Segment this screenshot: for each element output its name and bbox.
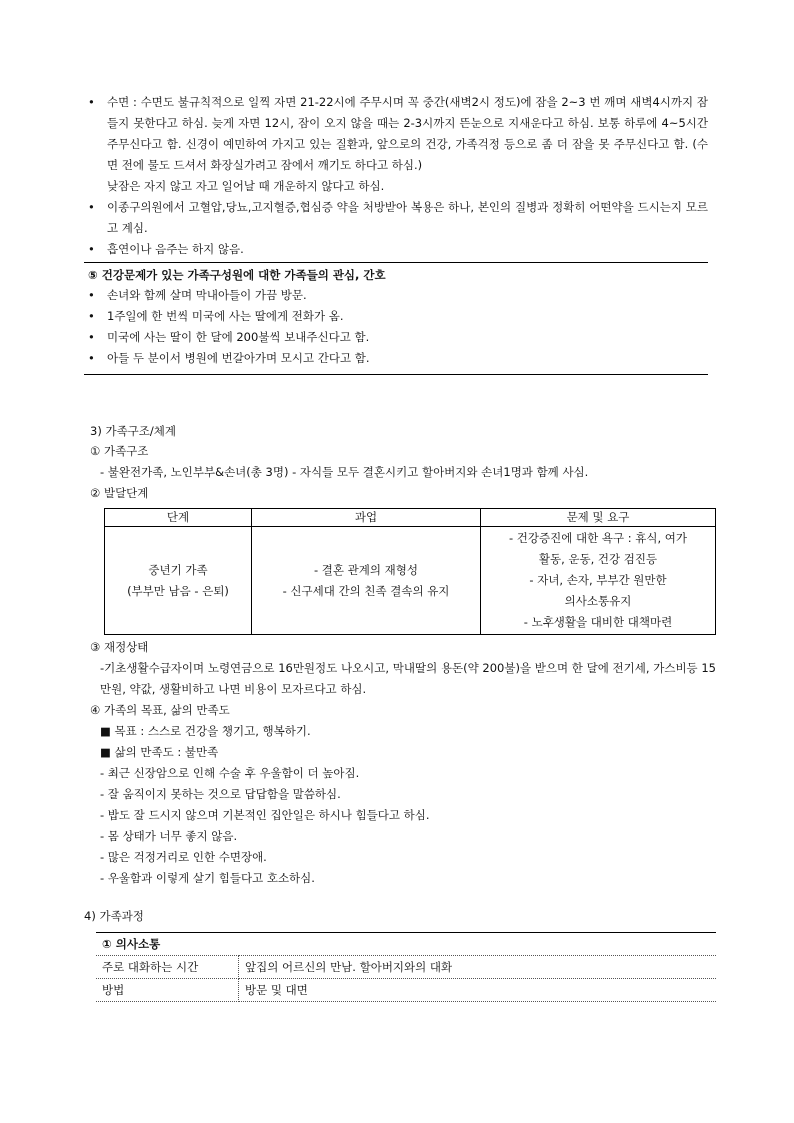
sleep-list — [84, 92, 708, 176]
communication-table — [96, 932, 716, 1002]
satisfaction-item: - 밥도 잘 드시지 않으며 기본적인 집안일은 하시나 힘들다고 하심. — [100, 808, 430, 822]
satisfaction-item: - 많은 걱정거리로 인한 수면장애. — [100, 850, 267, 864]
table-heading: ① 의사소통 — [96, 933, 716, 956]
nap-text: 낮잠은 자지 않고 자고 일어날 때 개운하지 않다고 하심. — [107, 179, 385, 193]
table-cell: 중년기 가족 (부부만 남음 - 은퇴) — [105, 527, 252, 635]
subsection-heading: ① 가족구조 — [90, 444, 149, 458]
list-item: • 흡연이나 음주는 하지 않음. — [84, 239, 708, 260]
table-cell: 방법 — [96, 979, 239, 1002]
subsection-heading: ③ 재정상태 — [90, 640, 149, 654]
list-item: • 이종구의원에서 고혈압,당뇨,고지혈증,협심증 약을 처방받아 복용은 하나, 본인의 질병과 정확히 어떤약을 드시는지 모르고 계심. — [84, 197, 708, 239]
health-habits-block — [84, 92, 708, 375]
table-cell: - 결혼 관계의 재형성 - 신구세대 간의 친족 결속의 유지 — [252, 527, 481, 635]
family-process-section — [84, 908, 716, 1002]
table-cell: 방문 및 대면 — [239, 979, 717, 1002]
table-cell: 앞집의 어르신의 만남. 할아버지와의 대화 — [239, 956, 717, 979]
development-stage-table — [104, 508, 716, 635]
family-structure-section — [84, 421, 716, 889]
section-title: 3) 가족구조/체계 — [90, 424, 176, 438]
family-care-list — [84, 285, 708, 369]
family-care-section — [84, 262, 708, 375]
structure-text: - 불완전가족, 노인부부&손녀(총 3명) - 자식들 모두 결혼시키고 할아버지와 손녀1명과 함께 사심. — [100, 465, 589, 479]
list-item: • 손녀와 함께 살며 막내아들이 가끔 방문. — [84, 285, 708, 306]
medication-list — [84, 197, 708, 260]
table-cell: 주로 대화하는 시간 — [96, 956, 239, 979]
subsection-heading: ② 발달단계 — [90, 486, 149, 500]
satisfaction-item: - 최근 신장암으로 인해 수술 후 우울함이 더 높아짐. — [100, 766, 360, 780]
table-header: 단계 — [105, 509, 252, 527]
goal-item: ■ 목표 : 스스로 건강을 챙기고, 행복하기. — [100, 724, 311, 738]
list-item: • 미국에 사는 딸이 한 달에 200불씩 보내주신다고 함. — [84, 327, 708, 348]
satisfaction-item: - 우울함과 이렇게 살기 힘들다고 호소하심. — [100, 871, 315, 885]
table-header: 과업 — [252, 509, 481, 527]
list-item: • 1주일에 한 번씩 미국에 사는 딸에게 전화가 옴. — [84, 306, 708, 327]
section-heading: ⑤ 건강문제가 있는 가족구성원에 대한 가족들의 관심, 간호 — [88, 268, 386, 282]
table-cell: - 건강증진에 대한 욕구 : 휴식, 여가 활동, 운동, 건강 검진등 - 자녀, 손자, 부부간 원만한 의사소통유지 - 노후생활을 대비한 대책마련 — [481, 527, 716, 635]
table-header: 문제 및 요구 — [481, 509, 716, 527]
list-item: • 수면 : 수면도 불규칙적으로 일찍 자면 21-22시에 주무시며 꼭 중간(새벽2시 정도)에 잠을 2~3 번 깨며 새벽4시까지 잠들지 못한다고 하심. 늦게 자면 12시, 잠이 오지 않을 때는 2-3시까지 뜬눈으로 지새운다고 하심. 보통 하루에 4~5시간 주무신다고 함. 신경이 예민하여 가지고 있는 질환과, 앞으로의 건강, 가족걱정 등으로 좀 더 잠을 못 주무신다고 함. (수면 전에 물도 드셔서 화장실가려고 잠에서 깨기도 하다고 하심.) — [84, 92, 708, 176]
list-item: • 아들 두 분이서 병원에 번갈아가며 모시고 간다고 함. — [84, 348, 708, 369]
satisfaction-item: - 몸 상태가 너무 좋지 않음. — [100, 829, 238, 843]
satisfaction-item: - 잘 움직이지 못하는 것으로 답답함을 말씀하심. — [100, 787, 341, 801]
section-title: 4) 가족과정 — [84, 909, 144, 923]
subsection-heading: ④ 가족의 목표, 삶의 만족도 — [90, 703, 230, 717]
finance-text: -기초생활수급자이며 노령연금으로 16만원정도 나오시고, 막내딸의 용돈(약 200불)을 받으며 한 달에 전기세, 가스비등 15만원, 약값, 생활비하고 나면 비용이 모자르다고 하심. — [100, 661, 716, 696]
goal-item: ■ 삶의 만족도 : 불만족 — [100, 745, 219, 759]
